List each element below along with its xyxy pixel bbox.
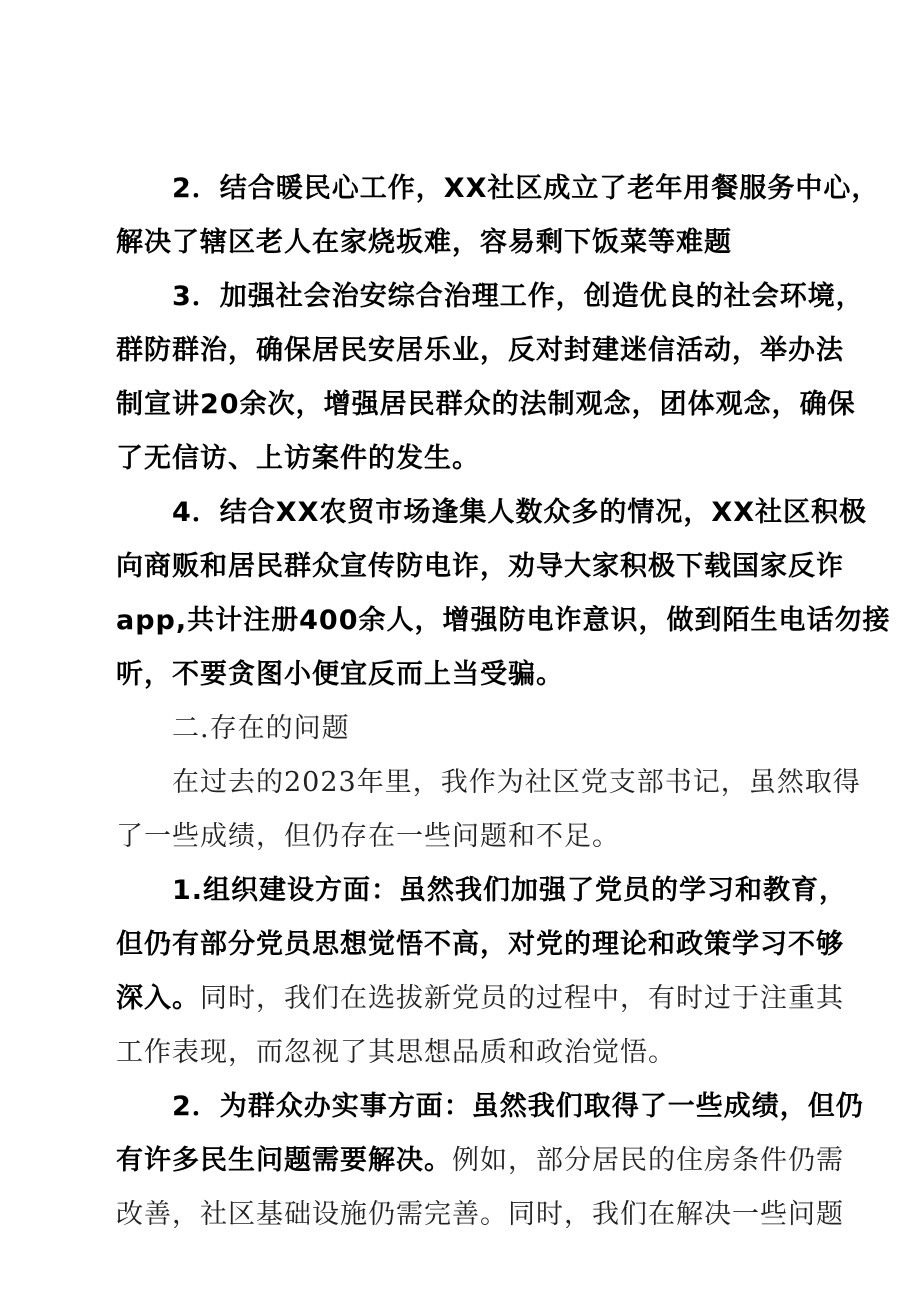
paragraph-line: 了一些成绩，但仍存在一些问题和不足。 (116, 821, 620, 852)
paragraph-line: 但仍有部分党员思想觉悟不高，对党的理论和政策学习不够 (116, 929, 844, 960)
paragraph-line: 了无信访、上访案件的发生。 (116, 443, 480, 474)
paragraph-line: 在过去的2023年里，我作为社区党支部书记，虽然取得 (172, 767, 861, 798)
paragraph-line: 4．结合XX农贸市场逢集人数众多的情况，XX社区积极 (172, 497, 868, 528)
problem-item-2 (116, 1080, 864, 1242)
paragraph-item-2 (116, 162, 880, 270)
bold-segment: 深入。 (116, 983, 200, 1014)
paragraph-item-4 (116, 486, 891, 702)
paragraph-line: 听，不要贪图小便宜反而上当受骗。 (116, 659, 564, 690)
document-body (116, 162, 891, 1242)
paragraph-line: 制宣讲20余次，增强居民群众的法制观念，团体观念，确保 (116, 389, 856, 420)
section-heading (116, 702, 820, 756)
paragraph-line: 工作表现，而忽视了其思想品质和政治觉悟。 (116, 1037, 676, 1068)
paragraph-line: 2．结合暖民心工作，XX社区成立了老年用餐服务中心， (172, 173, 880, 204)
intro-paragraph (116, 756, 861, 864)
paragraph-line: 改善，社区基础设施仍需完善。同时，我们在解决一些问题 (116, 1199, 844, 1230)
paragraph-line: 2．为群众办实事方面：虽然我们取得了一些成绩，但仍 (172, 1091, 864, 1122)
paragraph-line-mixed (116, 972, 844, 1026)
paragraph-line-mixed (116, 1134, 844, 1188)
regular-segment: 同时，我们在选拔新党员的过程中，有时过于注重其 (200, 983, 844, 1014)
paragraph-item-3 (116, 270, 864, 486)
regular-segment: 例如，部分居民的住房条件仍需 (452, 1145, 844, 1176)
paragraph-line: 3．加强社会治安综合治理工作，创造优良的社会环境， (172, 281, 864, 312)
problem-item-1 (116, 864, 848, 1080)
paragraph-line: 1.组织建设方面：虽然我们加强了党员的学习和教育， (172, 875, 848, 906)
paragraph-line: 解决了辖区老人在家烧坂难，容易剩下饭菜等难题 (116, 227, 732, 258)
paragraph-line: 群防群治，确保居民安居乐业，反对封建迷信活动，举办法 (116, 335, 844, 366)
bold-segment: 有许多民生问题需要解决。 (116, 1145, 452, 1176)
section-heading-text: 二.存在的问题 (172, 713, 350, 744)
paragraph-line: 向商贩和居民群众宣传防电诈，劝导大家积极下载国家反诈 (116, 551, 844, 582)
paragraph-line: app,共计注册400余人，增强防电诈意识，做到陌生电话勿接 (116, 605, 891, 636)
